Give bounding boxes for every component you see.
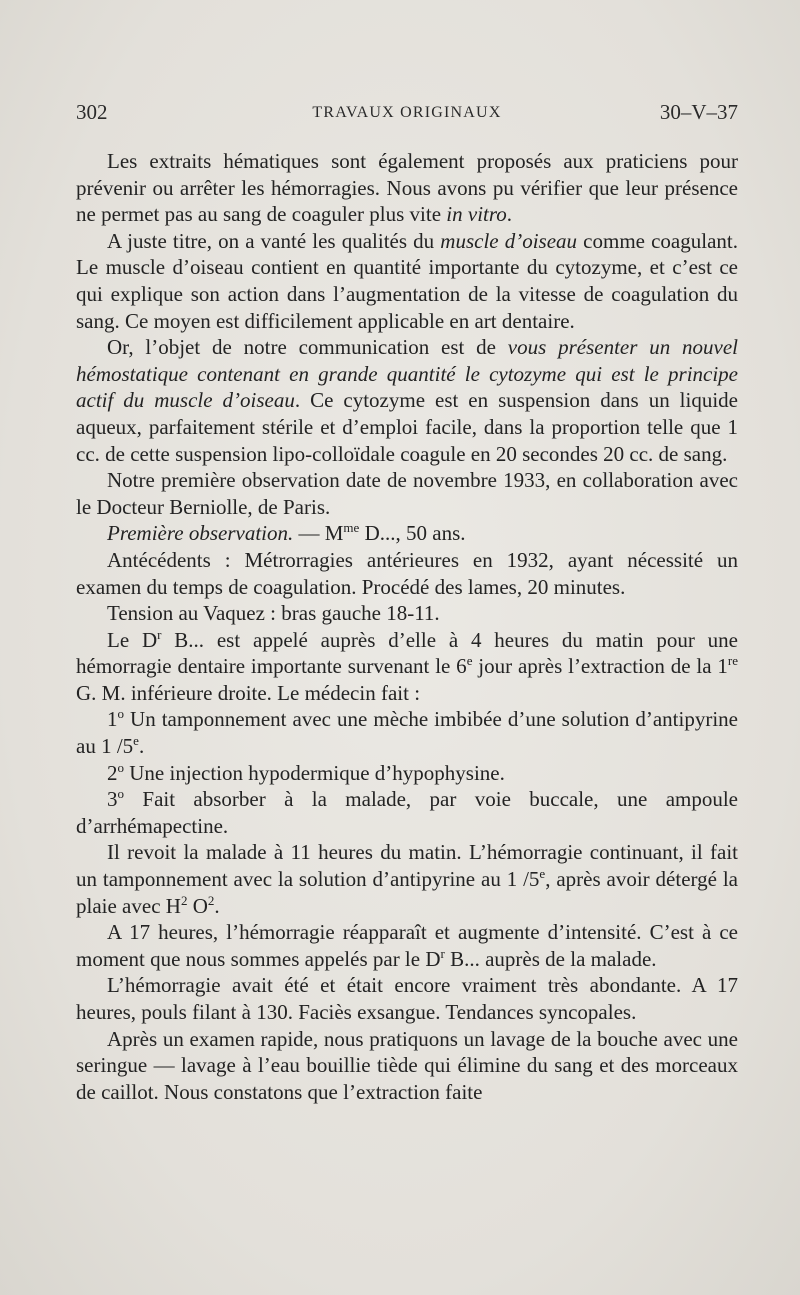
paragraph [76, 467, 738, 520]
text-run: comme coagulant. Le muscle d’oiseau contient en quantité importante du cytozyme, et c’est ce qui explique son action dans l’augmentation de la vitesse de coagulation du sang. Ce moyen est difficilement applicable en art dentaire. [76, 228, 738, 333]
text-run: Notre première observation date de novembre 1933, en collaboration avec le Docteur Berniolle, de Paris. [76, 468, 738, 519]
superscript: 2 [207, 892, 215, 908]
text-run: B... auprès de la malade. [444, 946, 657, 971]
paragraph [76, 786, 738, 839]
text-run: . [138, 734, 145, 759]
text-run: A juste titre, on a vanté les qualités du [107, 228, 441, 253]
text-run: . [506, 202, 513, 227]
superscript: me [343, 520, 360, 536]
paragraph [76, 972, 738, 1025]
text-run: . [214, 893, 220, 918]
text-run: O [187, 893, 208, 918]
superscript: o [117, 706, 125, 722]
text-run: G. M. inférieure droite. Le médecin fait : [76, 680, 421, 705]
text-run: 2 [107, 760, 118, 785]
text-run: A 17 heures, l’hémorragie réapparaît et augmente d’intensité. C’est à ce moment que nous sommes appelés par le D [76, 920, 738, 971]
paragraph [76, 547, 738, 600]
paragraph [76, 706, 738, 759]
text-run: Après un examen rapide, nous pratiquons un lavage de la bouche avec une seringue — lavage à l’eau bouillie tiède qui élimine du sang et des morceaux de caillot. Nous constatons que l’extraction faite [76, 1026, 738, 1104]
text-run: Un tamponnement avec une mèche imbibée d’une solution d’antipyrine au 1 /5 [76, 707, 738, 759]
superscript: r [440, 945, 445, 961]
italic-text: vous présenter un nouvel hémostatique contenant en grande quantité le cytozyme qui est le principe actif du muscle d’oiseau [76, 335, 738, 413]
paragraph [76, 148, 738, 228]
text-run: Les extraits hématiques sont également proposés aux praticiens pour prévenir ou arrêter les hémorragies. Nous avons pu vérifier que leur présence ne permet pas au sang de coaguler plus vite [76, 149, 738, 227]
text-run: 3 [107, 787, 118, 812]
text-run: Tension au Vaquez : bras gauche 18-11. [107, 601, 440, 626]
text-run: B... est appelé auprès d’elle à 4 heures du matin pour une hémorragie dentaire importante survenant le 6 [76, 627, 738, 679]
text-run: jour après l’extraction de la 1 [472, 654, 728, 679]
running-header [76, 100, 738, 130]
text-run: , après avoir détergé la plaie avec H [76, 867, 738, 918]
paragraph [76, 228, 738, 334]
paragraph [76, 627, 738, 707]
italic-text: Première observation. [107, 521, 294, 546]
text-run: L’hémorragie avait été et était encore vraiment très abondante. A 17 heures, pouls filant à 130. Faciès exsangue. Tendances syncopales. [76, 973, 738, 1024]
paragraph [76, 919, 738, 972]
paragraph [76, 839, 738, 919]
superscript: e [466, 653, 473, 669]
text-run: Fait absorber à la malade, par voie buccale, une ampoule d’arrhémapectine. [76, 787, 738, 838]
header-date: 30–V–37 [659, 100, 738, 124]
text-run: Une injection hypodermique d’hypophysine. [124, 760, 505, 785]
paragraph [76, 760, 738, 787]
text-run: D..., 50 ans. [359, 521, 466, 546]
page-body-text [76, 148, 738, 1105]
text-run: Le D [107, 627, 158, 652]
text-run: . Ce cytozyme est en suspension dans un liquide aqueux, parfaitement stérile et d’emploi facile, dans la proportion telle que 1 cc. de cette suspension lipo-colloïdale coagule en 20 secondes 20 cc. de sang. [76, 388, 738, 466]
superscript: o [117, 786, 125, 802]
text-run: Antécédents : Métrorragies antérieures en 1932, ayant nécessité un examen du temps de coagulation. Procédé des lames, 20 minutes. [76, 547, 738, 599]
text-run: Il revoit la malade à 11 heures du matin. L’hémorragie continuant, il fait un tamponnement avec la solution d’antipyrine au 1 /5 [76, 840, 738, 892]
paragraph [76, 1026, 738, 1106]
superscript: re [727, 653, 738, 669]
superscript: o [117, 759, 125, 775]
superscript: 2 [180, 892, 188, 908]
superscript: e [133, 733, 139, 749]
italic-text: muscle d’oiseau [440, 228, 578, 253]
text-run: Or, l’objet de notre communication est de [107, 335, 508, 360]
italic-text: in vitro [446, 202, 507, 227]
superscript: r [157, 626, 162, 642]
page-number: 302 [76, 100, 108, 124]
paragraph [76, 520, 738, 547]
text-run: — M [293, 521, 344, 546]
paragraph [76, 334, 738, 467]
text-run: 1 [107, 707, 118, 732]
superscript: e [539, 866, 546, 882]
paragraph [76, 600, 738, 627]
running-title: TRAVAUX ORIGINAUX [312, 104, 502, 121]
